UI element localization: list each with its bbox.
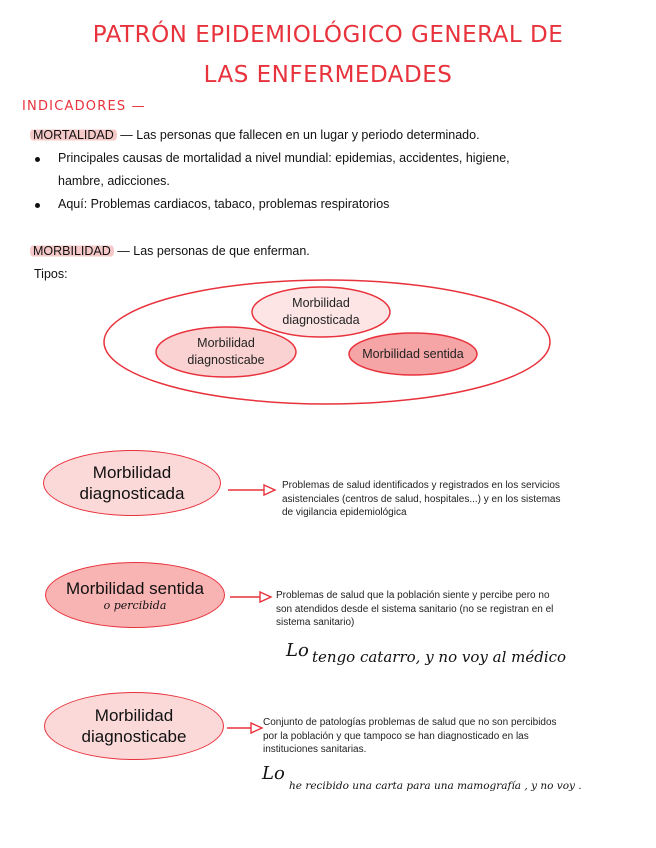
handwritten-note-diagnosticabe: he recibido una carta para una mamografía , y no voy . (289, 780, 582, 792)
mortalidad-term: MORTALIDAD (30, 128, 117, 142)
tipos-label: Tipos: (34, 267, 68, 281)
mortalidad-bullet-1: Principales causas de mortalidad a nivel mundial: epidemias, accidentes, higiene, (58, 151, 510, 165)
morbidity-diagram (0, 0, 656, 420)
desc-diagnosticada: Problemas de salud identificados y registrados en los servicios asistenciales (centros de salud, hospitales...) y en los sistemas de vigilancia epidemiológica (282, 480, 561, 518)
handwritten-arrow-prefix: Lo (286, 640, 309, 661)
handwritten-o-percibida: o percibida (103, 598, 167, 612)
arrow-icon (226, 483, 278, 497)
handwritten-arrow-prefix: Lo (262, 763, 285, 784)
page-title-line-2: LAS ENFERMEDADES (203, 62, 453, 88)
mortalidad-bullet-2: Aquí: Problemas cardiacos, tabaco, problemas respiratorios (58, 197, 390, 211)
section-heading-indicadores: INDICADORES — (22, 99, 146, 114)
page-title-line-1: PATRÓN EPIDEMIOLÓGICO GENERAL DE (92, 22, 564, 48)
mortalidad-bullet-1-cont: hambre, adicciones. (58, 174, 170, 188)
morbilidad-term: MORBILIDAD (30, 244, 114, 258)
arrow-icon (225, 721, 265, 735)
mortalidad-definition-text: — Las personas que fallecen en un lugar y periodo determinado. (120, 128, 480, 142)
oval-morbilidad-diagnosticada: Morbilidad diagnosticada (43, 450, 221, 516)
desc-sentida: Problemas de salud que la población siente y percibe pero no son atendidos desde el sistema sanitario (no se registran en el sistema sanitario) (276, 590, 554, 628)
diagram-right-label: Morbilidad sentida (362, 347, 464, 361)
arrow-icon (228, 590, 274, 604)
diagram-left-label: Morbilidad diagnosticabe (187, 336, 265, 367)
desc-diagnosticabe: Conjunto de patologías problemas de salud que no son percibidos por la población y que tampoco se han diagnosticado en las instituciones sanitarias. (263, 717, 557, 755)
oval-morbilidad-diagnosticabe: Morbilidad diagnosticabe (44, 692, 224, 760)
oval-morbilidad-sentida: Morbilidad sentida o percibida (45, 562, 225, 628)
diagram-top-label: Morbilidad diagnosticada (282, 296, 360, 327)
morbilidad-definition-text: — Las personas de que enferman. (117, 244, 310, 258)
handwritten-note-sentida: tengo catarro, y no voy al médico (312, 648, 567, 666)
